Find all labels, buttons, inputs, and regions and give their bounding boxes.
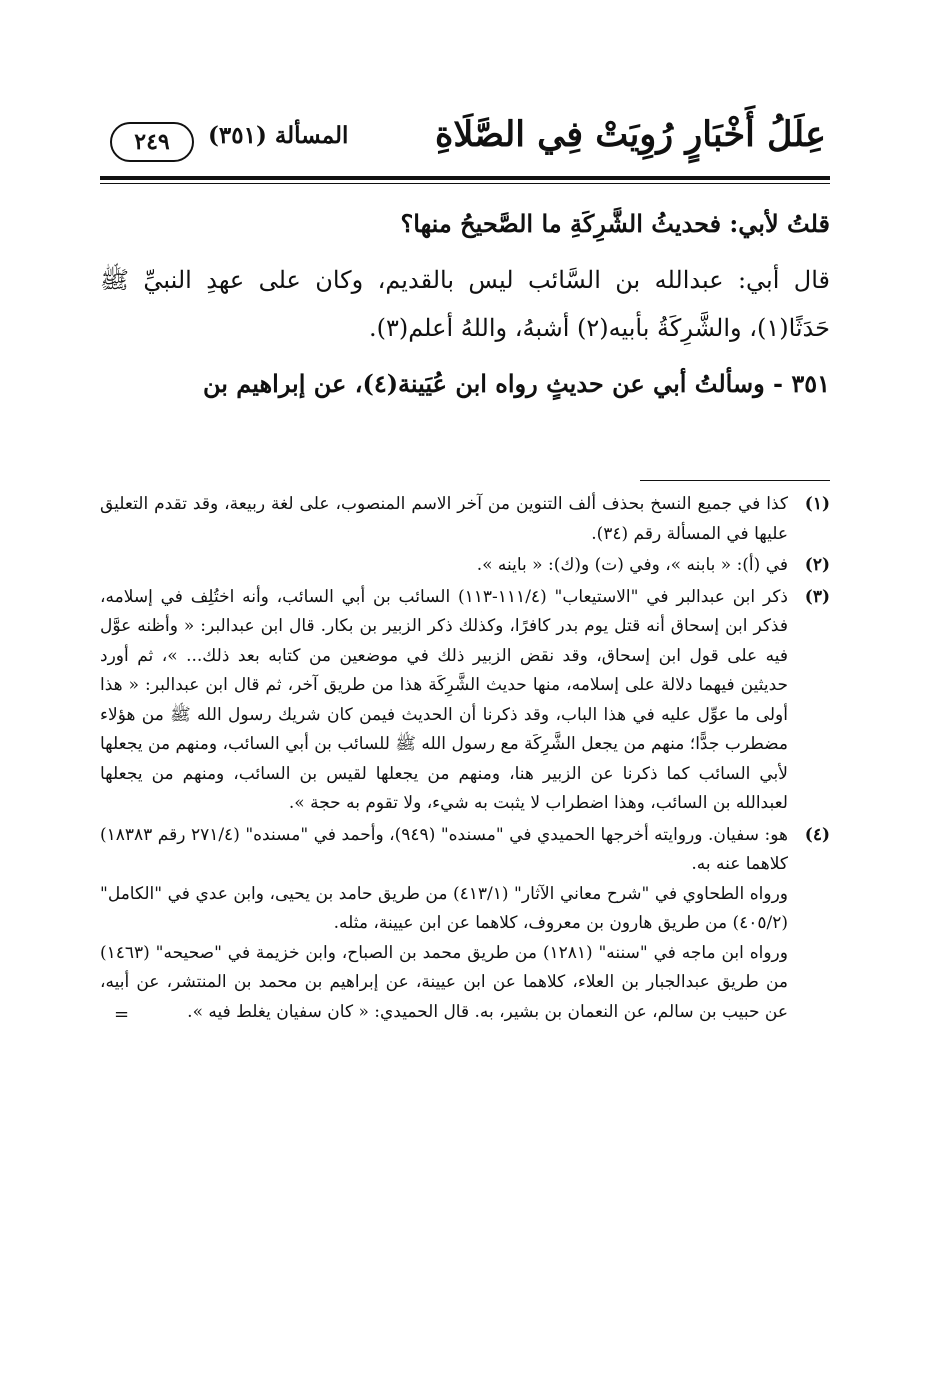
page-number: ٢٤٩ [110, 122, 194, 162]
footnote-2 [100, 551, 830, 581]
running-header [100, 110, 830, 170]
footnote-text: في (أ): « بابنه »، وفي (ت) و(ك): « باينه ». [476, 555, 788, 575]
main-text [100, 200, 830, 416]
footnote-1 [100, 490, 830, 549]
continuation-mark: = [114, 1003, 130, 1025]
footnote-text: كذا في جميع النسخ بحذف ألف التنوين من آخر الاسم المنصوب، على لغة ربيعة، وقد تقدم التعليق عليها في المسألة رقم (٣٤). [100, 494, 788, 544]
question-paragraph: قلتُ لأبي: فحديثُ الشَّرِكَةِ ما الصَّحيحُ منها؟ [400, 209, 830, 238]
book-title: عِلَلُ أَخْبَارٍ رُوِيَتْ فِي الصَّلَاةِ [435, 114, 826, 155]
header-rule-thick [100, 176, 830, 180]
footnotes [100, 490, 830, 1029]
footnote-number: (٣) [804, 586, 830, 607]
issue-label: المسألة (٣٥١) [208, 122, 349, 149]
footnote-3 [100, 583, 830, 819]
issue-351-paragraph: ٣٥١ - وسألتُ أبي عن حديثٍ رواه ابن عُيَينة(٤)، عن إبراهيم بن [202, 369, 830, 398]
header-rule-thin [100, 183, 830, 184]
footnote-separator [640, 480, 830, 481]
footnote-text: هو: سفيان. وروايته أخرجها الحميدي في "مسنده" (٩٤٩)، وأحمد في "مسنده" (٢٧١/٤ رقم ١٨٣٨٣) كلاهما عنه به. [100, 824, 788, 874]
answer-paragraph: قال أبي: عبدالله بن السَّائب ليس بالقديم، وكان على عهدِ النبيِّ ﷺ حَدَثًا(١)، والشَّرِكَةُ بأبيه(٢) أشبهُ، واللهُ أعلم(٣). [100, 266, 830, 342]
footnote-text: ورواه الطحاوي في "شرح معاني الآثار" (٤١٣/١) من طريق حامد بن يحيى، وابن عدي في "الكامل" (٤٠٥/٢) من طريق هارون بن معروف، كلاهما عن ابن عيينة، مثله. [100, 883, 788, 933]
book-page [100, 110, 830, 1025]
footnote-4 [100, 821, 830, 1028]
footnote-number: (١) [804, 494, 830, 514]
footnote-number: (٤) [804, 824, 830, 845]
footnote-text: ذكر ابن عبدالبر في "الاستيعاب" (١١١/٤-١١٣) السائب بن أبي السائب، وأنه اختُلِف في إسلامه، فذكر ابن إسحاق أنه قتل يوم بدر كافرًا، وكذلك ذكر الزبير بن بكار. قال ابن عبدالبر: « وأظنه عوَّل فيه على قول ابن إسحاق، وقد نقض الزبير ذلك في موضعين من كتابه بعد ذلك... »، ثم أورد حديثين فيهما دلالة على إسلامه، منها حديث الشَّرِكَة هذا من طريق آخر، ثم قال ابن عبدالبر: « هذا أولى ما عوِّل عليه في هذا الباب، وقد ذكرنا أن الحديث فيمن كان شريك رسول الله ﷺ من هؤلاء مضطرب جدًّا؛ منهم من يجعل الشَّرِكَة مع رسول الله ﷺ للسائب بن أبي السائب، ومنهم من يجعلها لأبي السائب كما ذكرنا عن الزبير هنا، ومنهم من يجعلها لقيس بن السائب، ومنهم من يجعلها لعبدالله بن السائب، وهذا اضطراب لا يثبت به شيء، ولا تقوم به حجة ». [100, 586, 788, 813]
footnote-text: ورواه ابن ماجه في "سننه" (١٢٨١) من طريق محمد بن الصباح، وابن خزيمة في "صحيحه" (١٤٦٣) من طريق عبدالجبار بن العلاء، كلاهما عن ابن عيينة، عن إبراهيم بن محمد بن المنتشر، عن أبيه، عن حبيب بن سالم، عن النعمان بن بشير، به. قال الحميدي: « كان سفيان يغلط فيه ». [100, 942, 788, 1022]
footnote-number: (٢) [804, 555, 830, 575]
